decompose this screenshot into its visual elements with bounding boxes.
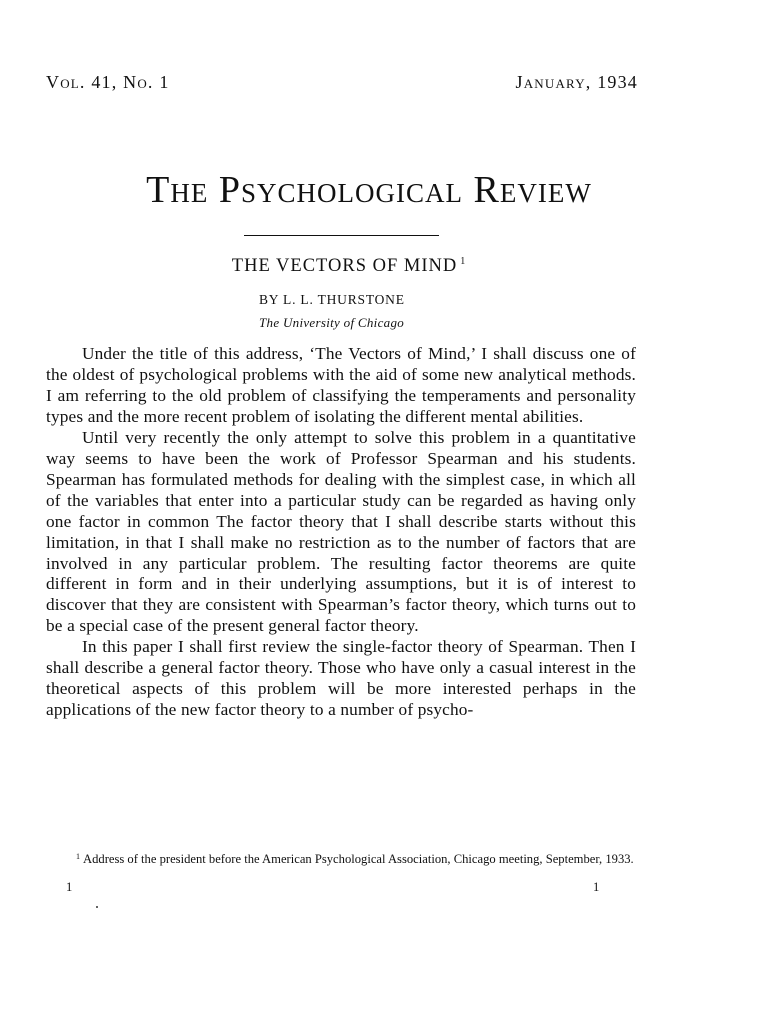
title-rule [244, 235, 439, 236]
issue-date: January, 1934 [515, 72, 638, 92]
footnote [46, 848, 636, 868]
paragraph: Under the title of this address, ‘The Vectors of Mind,’ I shall discuss one of the oldest of psychological problems with the aid of some new analytical methods. I am referring to the old problem of classifying the temperaments and personality types and the more recent problem of isolating the different mental abilities. [46, 344, 636, 426]
article-title-text: THE VECTORS OF MIND [231, 256, 458, 276]
article-title [0, 256, 768, 277]
affiliation: The University of Chicago [259, 315, 405, 330]
journal-title: The Psychological Review [146, 169, 592, 211]
title-footnote-mark: 1 [460, 256, 467, 267]
paragraph: Until very recently the only attempt to solve this problem in a quantitative way seems to have been the work of Professor Spearman and his students. Spearman has formulated methods for dealing with the simplest case, in which all of the variables that enter into a particular study can be regarded as having only one factor in common The factor theory that I shall describe starts without this limitation, in that I shall make no restriction as to the number of factors that are involved in any particular problem. The resulting factor theorems are quite different in form and in their underlying assumptions, but it is of interest to discover that they are consistent with Spearman’s factor theory, which turns out to be a special case of the present general factor theory. [46, 427, 636, 636]
byline: BY L. L. THURSTONE [259, 292, 405, 307]
article-body [46, 344, 636, 721]
page-number-right: 1 [593, 880, 600, 894]
print-speck [96, 906, 98, 908]
paragraph: In this paper I shall first review the single-factor theory of Spearman. Then I shall describe a general factor theory. Those who have only a casual interest in the theoretical aspects of this problem will be more interested perhaps in the applications of the new factor theory to a number of psycho- [46, 637, 636, 720]
footnote-text: Address of the president before the American Psychological Association, Chicago meeting, September, 1933. [83, 852, 634, 866]
page-number-left: 1 [66, 880, 73, 894]
volume-issue: Vol. 41, No. 1 [46, 72, 170, 92]
footnote-mark: 1 [76, 852, 80, 861]
